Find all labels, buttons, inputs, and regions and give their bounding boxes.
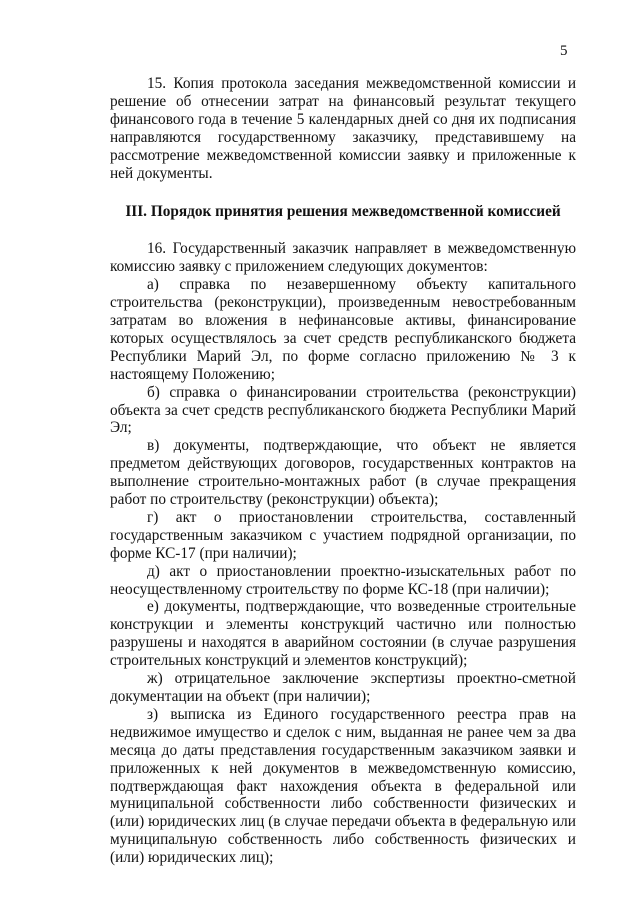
list-item-d: д) акт о приостановлении проектно-изыскательных работ по неосуществленному строительству по форме КС-18 (при наличии); [110,562,576,598]
page-number: 5 [560,43,568,59]
list-item-e: е) документы, подтверждающие, что возведенные строительные конструкции и элементы конструкций частично или полностью разрушены и находятся в аварийном состоянии (в случае разрушения строительных конструкций и элементов конструкций); [110,598,576,670]
paragraph-16: 16. Государственный заказчик направляет в межведомственную комиссию заявку с приложением следующих документов: [110,240,576,276]
document-body [110,75,576,867]
section-heading: III. Порядок принятия решения межведомственной комиссией [125,203,561,221]
list-item-b: б) справка о финансировании строительства (реконструкции) объекта за счет средств республиканского бюджета Республики Марий Эл; [110,383,576,437]
list-item-a: а) справка по незавершенному объекту капитального строительства (реконструкции), произведенным невостребованным затратам во вложения в нефинансовые активы, финансирование которых осуществлялось за счет средств республиканского бюджета Республики Марий Эл, по форме согласно приложению № 3 к настоящему Положению; [110,276,576,383]
paragraph-15: 15. Копия протокола заседания межведомственной комиссии и решение об отнесении затрат на финансовый результат текущего финансового года в течение 5 календарных дней со дня их подписания направляются государственному заказчику, представившему на рассмотрение межведомственной комиссии заявку и приложенные к ней документы. [110,75,576,182]
list-item-zh: ж) отрицательное заключение экспертизы проектно-сметной документации на объект (при наличии); [110,670,576,705]
list-item-z: з) выписка из Единого государственного реестра прав на недвижимое имущество и сделок с ним, выданная не ранее чем за два месяца до даты представления государственным заказчиком заявки и приложенных к ней документов в межведомственную комиссию, подтверждающая факт нахождения объекта в федеральной или муниципальной собственности либо собственности физических и (или) юридических лиц (в случае передачи объекта в федеральную или муниципальную собственность либо собственность физических и (или) юридических лиц); [110,705,576,867]
list-item-g: г) акт о приостановлении строительства, составленный государственным заказчиком с участием подрядной организации, по форме КС-17 (при наличии); [110,508,576,562]
list-item-v: в) документы, подтверждающие, что объект не является предметом действующих договоров, государственных контрактов на выполнение строительно-монтажных работ (в случае прекращения работ по строительству (реконструкции) объекта); [110,437,576,509]
